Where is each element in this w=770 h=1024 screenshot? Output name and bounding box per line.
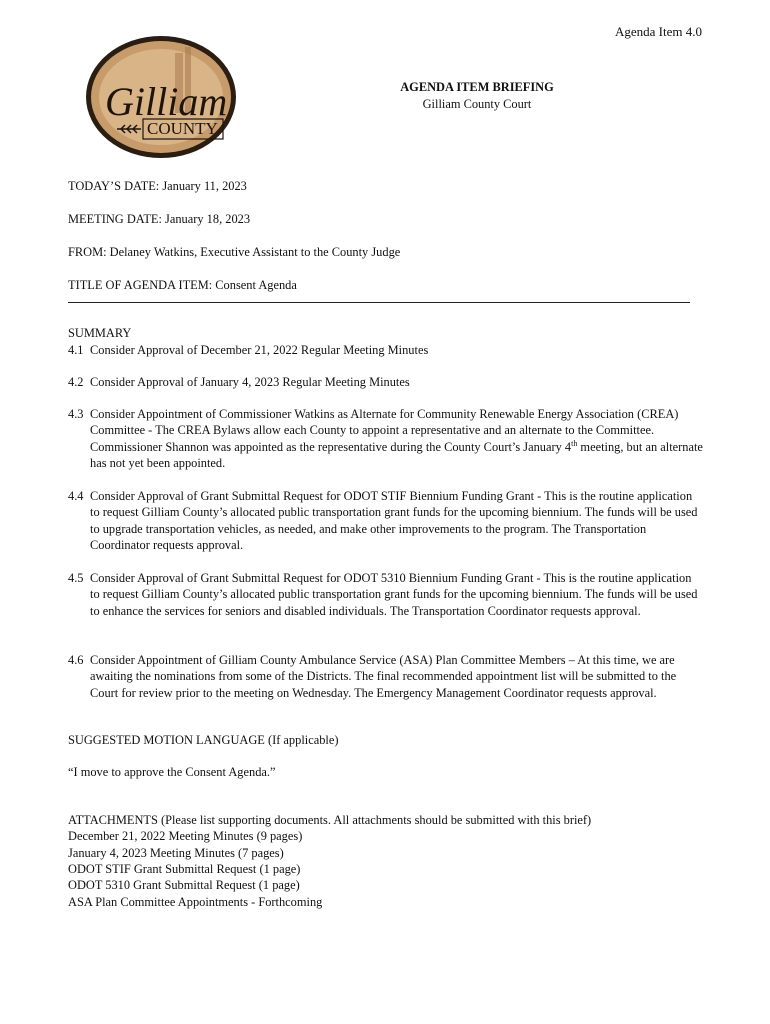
attachment-item: ODOT 5310 Grant Submittal Request (1 page) [68,878,300,892]
attachment-item: December 21, 2022 Meeting Minutes (9 pages) [68,829,303,843]
item-number: 4.2 [68,375,84,389]
summary-item [68,570,704,619]
motion-heading: SUGGESTED MOTION LANGUAGE (If applicable) [68,733,339,747]
motion-text: “I move to approve the Consent Agenda.” [68,765,276,779]
item-text: Consider Appointment of Gilliam County Ambulance Service (ASA) Plan Committee Members – At this time, we are awaiting the nominations from some of the Districts. The final recommended appointment list will be submitted to the Court for review prior to the meeting on Wednesday. The Emergency Management Coordinator requests approval. [90,653,677,700]
divider [68,302,690,303]
summary-item [68,374,704,390]
attachment-item: January 4, 2023 Meeting Minutes (7 pages) [68,846,284,860]
summary-item [68,342,704,358]
agenda-item-label: Agenda Item 4.0 [614,24,702,39]
item-text: Consider Approval of January 4, 2023 Regular Meeting Minutes [90,375,410,389]
item-number: 4.1 [68,343,84,357]
item-text: Consider Appointment of Commissioner Watkins as Alternate for Community Renewable Energy Association (CREA) Committee - The CREA Bylaws allow each County to appoint a representative and an alternate to the Committee. Commissioner Shannon was appointed as the representative during the County Court’s January 4th meeting, but an alternate has not yet been appointed. [90,407,703,471]
summary-item [68,652,704,701]
briefing-title: AGENDA ITEM BRIEFING [400,80,554,94]
meeting-date: MEETING DATE: January 18, 2023 [68,212,251,226]
todays-date: TODAY’S DATE: January 11, 2023 [68,179,247,193]
agenda-item-title: TITLE OF AGENDA ITEM: Consent Agenda [68,278,297,292]
item-number: 4.5 [68,571,84,585]
attachment-item: ASA Plan Committee Appointments - Forthcoming [68,895,323,909]
logo-text-gilliam: Gilliam [105,79,228,124]
summary-item [68,406,704,472]
item-text: Consider Approval of Grant Submittal Request for ODOT STIF Biennium Funding Grant - This is the routine application to request Gilliam County’s allocated public transportation grant funds for the upcoming biennium. The funds will be used to upgrade transportation vehicles, as needed, and make other improvements to the program. The Transportation Coordinator requests approval. [90,489,698,553]
item-text: Consider Approval of December 21, 2022 Regular Meeting Minutes [90,343,429,357]
item-number: 4.4 [68,489,84,503]
item-number: 4.6 [68,653,84,667]
from-line: FROM: Delaney Watkins, Executive Assistant to the County Judge [68,245,401,259]
briefing-subtitle: Gilliam County Court [422,97,532,111]
summary-item [68,488,704,554]
item-text: Consider Approval of Grant Submittal Request for ODOT 5310 Biennium Funding Grant - This is the routine application to request Gilliam County’s allocated public transportation grant funds for the upcoming biennium. The funds will be used to enhance the services for seniors and disabled individuals. The Transportation Coordinator requests approval. [90,571,698,618]
item-number: 4.3 [68,407,84,421]
logo-text-county: COUNTY [147,119,218,138]
gilliam-county-logo [83,33,239,161]
attachments-heading: ATTACHMENTS (Please list supporting documents. All attachments should be submitted with this brief) [68,813,592,827]
summary-heading: SUMMARY [68,326,132,340]
attachment-item: ODOT STIF Grant Submittal Request (1 page) [68,862,301,876]
